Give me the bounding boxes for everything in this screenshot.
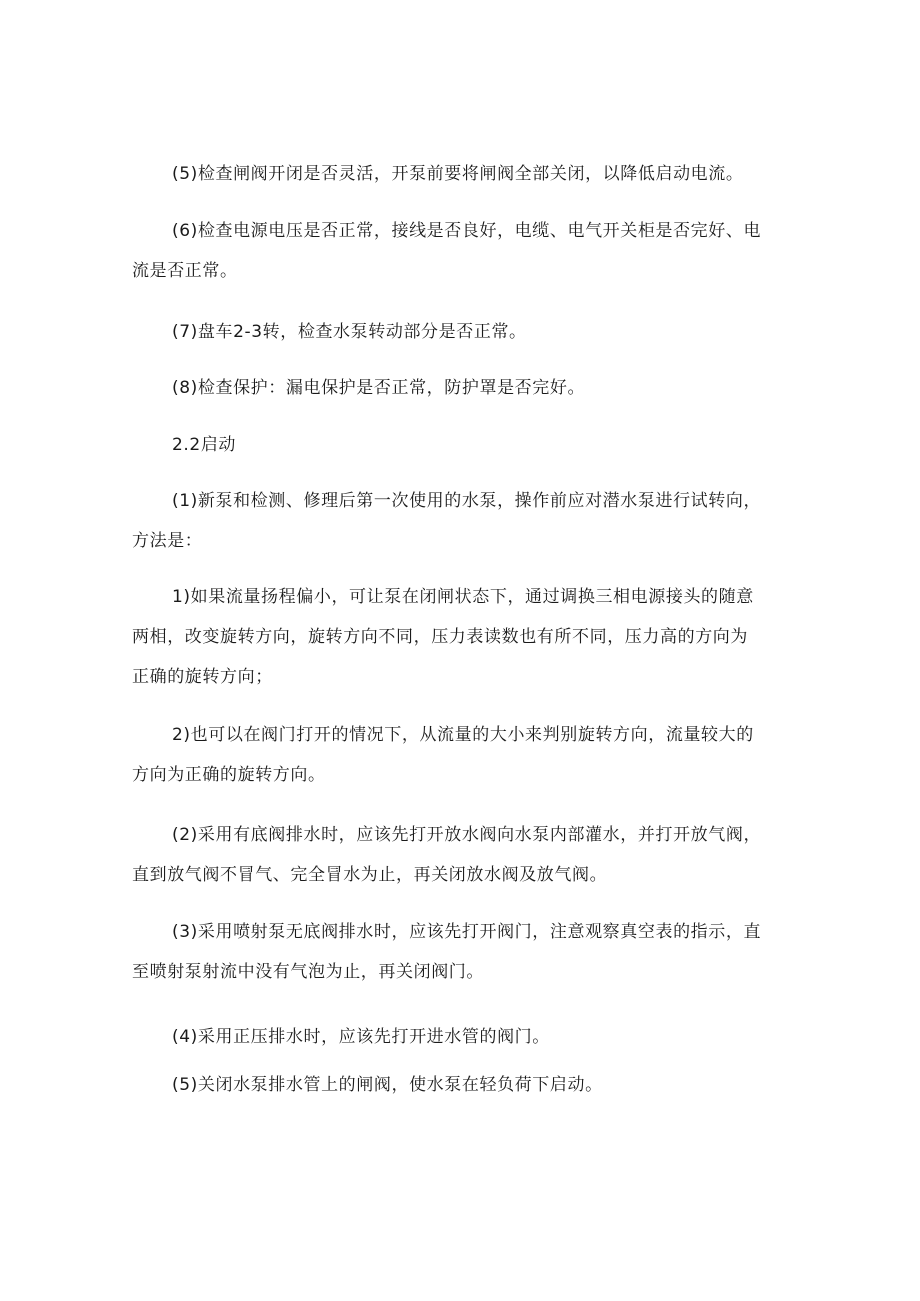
subitem-2-line-2: 方向为正确的旋转方向。: [132, 765, 326, 785]
paragraph-6-check-power-line-2: 流是否正常。: [132, 261, 238, 281]
paragraph-5-close-gate-valve: (5)关闭水泵排水管上的闸阀，使水泵在轻负荷下启动。: [172, 1075, 603, 1095]
section-heading-startup: 2.2启动: [172, 435, 237, 455]
paragraph-2-bottom-valve-line-2: 直到放气阀不冒气、完全冒水为止，再关闭放水阀及放气阀。: [132, 865, 608, 885]
paragraph-3-jet-pump-line-2: 至喷射泵射流中没有气泡为止，再关闭阀门。: [132, 962, 484, 982]
subitem-2-line-1: 2)也可以在阀门打开的情况下，从流量的大小来判别旋转方向，流量较大的: [172, 725, 754, 745]
paragraph-6-check-power-line-1: (6)检查电源电压是否正常，接线是否良好，电缆、电气开关柜是否完好、电: [172, 221, 762, 241]
paragraph-2-bottom-valve-line-1: (2)采用有底阀排水时，应该先打开放水阀向水泵内部灌水，并打开放气阀，: [172, 825, 762, 845]
paragraph-1-new-pump-line-1: (1)新泵和检测、修理后第一次使用的水泵，操作前应对潜水泵进行试转向，: [172, 491, 762, 511]
paragraph-4-positive-pressure: (4)采用正压排水时，应该先打开进水管的阀门。: [172, 1027, 550, 1047]
paragraph-8-check-protection: (8)检查保护：漏电保护是否正常，防护罩是否完好。: [172, 378, 586, 398]
paragraph-3-jet-pump-line-1: (3)采用喷射泵无底阀排水时，应该先打开阀门，注意观察真空表的指示，直: [172, 922, 762, 942]
paragraph-5-check-gate-valve: (5)检查闸阀开闭是否灵活，开泵前要将闸阀全部关闭，以降低启动电流。: [172, 164, 744, 184]
paragraph-1-new-pump-line-2: 方法是：: [132, 531, 203, 551]
subitem-1-line-1: 1)如果流量扬程偏小，可让泵在闭闸状态下，通过调换三相电源接头的随意: [172, 587, 754, 607]
subitem-1-line-3: 正确的旋转方向；: [132, 667, 273, 687]
subitem-1-line-2: 两相，改变旋转方向，旋转方向不同，压力表读数也有所不同，压力高的方向为: [132, 627, 748, 647]
paragraph-7-turn-pump: (7)盘车2-3转，检查水泵转动部分是否正常。: [172, 322, 527, 342]
